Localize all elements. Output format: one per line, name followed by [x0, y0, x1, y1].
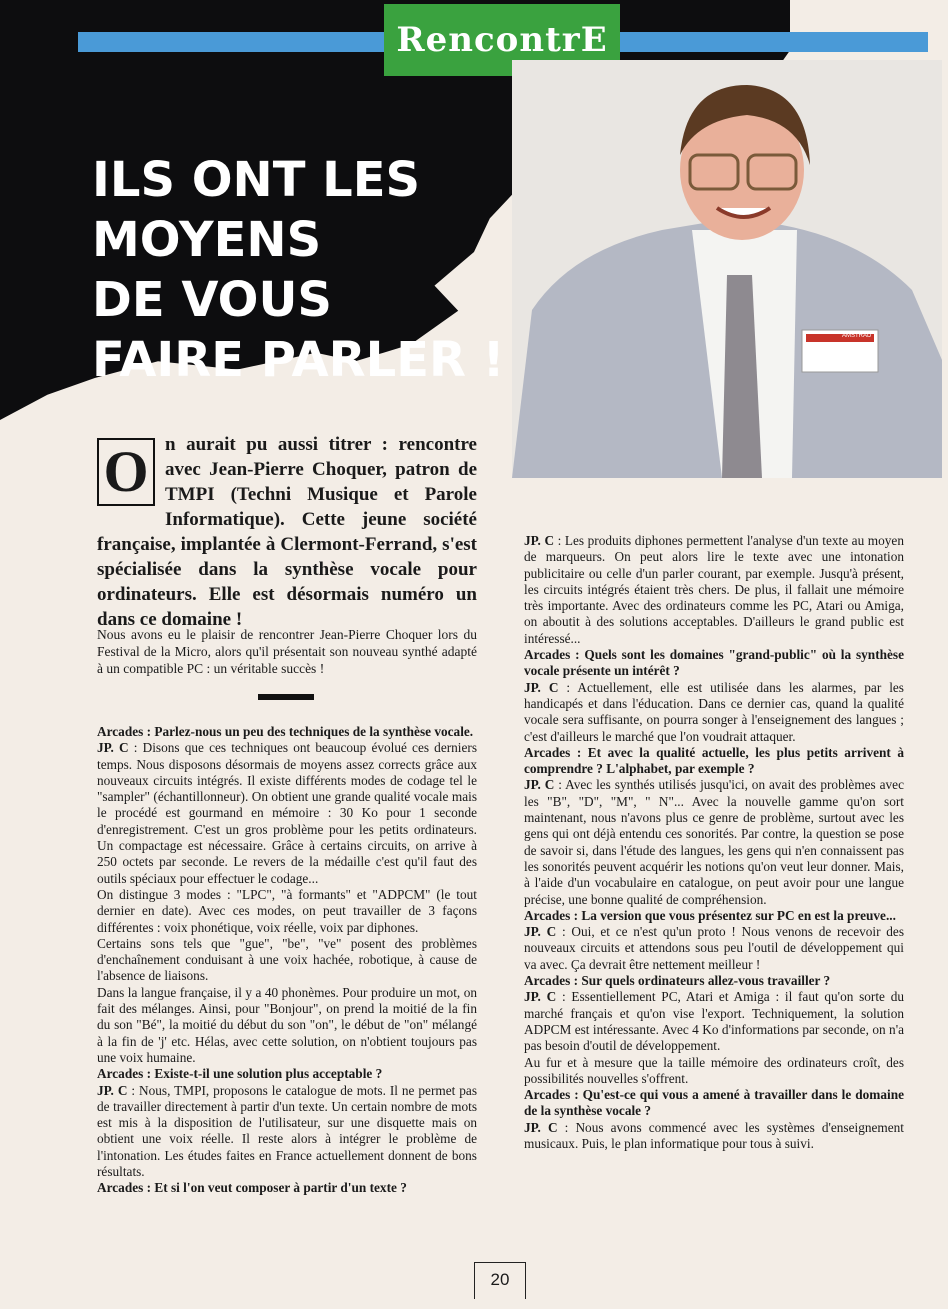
answer-text: : Avec les synthés utilisés jusqu'ici, on avait des problèmes avec les "B", "D", "M", " N"... Avec la nouvelle gamme qu'on sort maintenant, nous n'avons plus ce genre de problème, surtout avec les gens qui ont déjà entendu ces sonorités. Par contre, la question se pose de savoir si, dans l'étude des langues, les gens qui n'en connaissent pas les sonorités peuvent acquérir les notions qu'on veut leur donner. Mais, à l'aide d'un vocabulaire en catalogue, on peut avoir pour une langue précise, une bonne qualité de compréhension.	[524, 777, 904, 907]
interview-question: Arcades : Existe-t-il une solution plus acceptable ?	[97, 1066, 383, 1082]
body-paragraph: On distingue 3 modes : "LPC", "à formants" et "ADPCM" (le tout dernier en date). Avec ces modes, on peut travailler de 3 façons différentes : voix phonétique, voix réelle, voix par diphones.	[97, 886, 477, 935]
badge-text: AMSTRAD	[842, 333, 872, 339]
section-bar-left	[78, 32, 384, 52]
article-column-left	[97, 724, 477, 1197]
portrait-illustration	[512, 60, 942, 478]
interview-question: Arcades : Parlez-nous un peu des techniques de la synthèse vocale.	[97, 724, 474, 739]
interview-answer	[97, 1083, 477, 1181]
interview-question: Arcades : La version que vous présentez sur PC en est la preuve...	[524, 907, 896, 923]
speaker-label: JP. C	[524, 1119, 558, 1135]
speaker-label: JP. C	[524, 989, 557, 1005]
interview-question: Arcades : Sur quels ordinateurs allez-vous travailler ?	[524, 973, 831, 989]
interview-answer	[524, 1120, 904, 1153]
answer-text: : Nous avons commencé avec les systèmes d'enseignement musicaux. Puis, le plan informatique pour tous à suivi.	[524, 1119, 904, 1151]
speaker-label: JP. C	[97, 1082, 128, 1098]
interview-answer	[524, 533, 904, 647]
speaker-label: JP. C	[97, 740, 129, 756]
drop-cap: O	[97, 438, 155, 506]
speaker-label: JP. C	[524, 679, 559, 695]
answer-text: : Nous, TMPI, proposons le catalogue de mots. Il ne permet pas de travailler directement à partir d'un texte. Un certain nombre de mots est mis à la disposition de l'utilisateur, sur une disquette mais on obtient une voix réelle. Il reste alors à intégrer le problème de l'intonation. Les études faites en France actuellement donnent de bons résultats.	[97, 1082, 477, 1180]
body-paragraph: Certains sons tels que "gue", "be", "ve" posent des problèmes d'enchaînement conduisant à une voix hachée, robotique, à cause de l'absence de liaisons.	[97, 935, 477, 984]
interview-question: Arcades : Quels sont les domaines "grand-public" où la synthèse vocale présente un intérêt ?	[524, 647, 904, 679]
body-paragraph: Dans la langue française, il y a 40 phonèmes. Pour produire un mot, on fait des mélanges. Ainsi, pour "Bonjour", on prend la moitié de la fin du son "Bé", la moitié du début du son "on", le début de "on" mélangé à la fin de 'j' etc. Hélas, avec cette solution, on n'obtient toujours pas une voix humaine.	[97, 984, 477, 1065]
speaker-label: JP. C	[524, 533, 555, 548]
portrait-photo	[512, 60, 942, 478]
headline-line-3: FAIRE PARLER !	[92, 332, 505, 388]
section-label: RencontrE	[384, 4, 620, 76]
answer-text: : Oui, et ce n'est qu'un proto ! Nous venons de recevoir des nouveaux circuits et attendons sous peu l'outil de développement qui va avec. Ça devrait être nettement meilleur !	[524, 924, 904, 972]
page-number: 20	[474, 1262, 526, 1299]
speaker-label: JP. C	[524, 777, 555, 793]
answer-text: : Disons que ces techniques ont beaucoup évolué ces derniers temps. Nous disposons désormais de moyens assez corrects grâce aux nouveaux circuits intégrés. Il existe différents modes de codage tel le "sampler" (échantillonneur). On obtient une grande qualité vocale mais le procédé est gourmand en mémoire : 30 Ko pour 1 seconde d'enregistrement. C'est un gros problème pour les petits ordinateurs. Un compactage est nécessaire. Grâce à certains circuits, on arrive à 250 octets par seconde. Le revers de la médaille c'est qu'il faut des outils spéciaux pour effectuer le codage...	[97, 740, 477, 886]
intro-paragraph	[97, 432, 477, 632]
interview-answer	[524, 989, 904, 1054]
lede-paragraph: Nous avons eu le plaisir de rencontrer Jean-Pierre Choquer lors du Festival de la Micro, alors qu'il présentait son nouveau synthé adapté à un compatible PC : un véritable succès !	[97, 627, 477, 676]
intro-text: n aurait pu aussi titrer : rencontre avec Jean-Pierre Choquer, patron de TMPI (Techni Musique et Parole Informatique). Cette jeune société française, implantée à Clermont-Ferrand, s'est spécialisée dans la synthèse vocale pour ordinateurs. Elle est désormais numéro un dans ce domaine !	[97, 434, 477, 630]
answer-text: : Les produits diphones permettent l'analyse d'un texte au moyen de marqueurs. On peut alors lire le texte avec une intonation publicitaire ou celle d'un parler courant, par exemple. Jusqu'à présent, les circuits intégrés étaient très chers. De plus, il fallait une mémoire très importante. Avec des ordinateurs comme les PC, Atari ou Amiga, on aboutit à des solutions acceptables. D'ailleurs le grand public est intéressé...	[524, 533, 904, 646]
article-column-right	[524, 533, 904, 1152]
interview-answer	[524, 680, 904, 745]
interview-answer	[524, 777, 904, 907]
interview-question: Arcades : Qu'est-ce qui vous a amené à travailler dans le domaine de la synthèse vocale ?	[524, 1087, 904, 1119]
interview-question: Arcades : Et si l'on veut composer à partir d'un texte ?	[97, 1180, 407, 1196]
headline-line-2: DE VOUS	[92, 272, 332, 328]
interview-answer	[524, 924, 904, 973]
speaker-label: JP. C	[524, 924, 557, 940]
headline-line-1: ILS ONT LES MOYENS	[92, 152, 421, 268]
section-bar-right	[620, 32, 928, 52]
body-paragraph: Au fur et à mesure que la taille mémoire des ordinateurs croît, des possibilités nouvelles s'offrent.	[524, 1054, 904, 1086]
answer-text: : Essentiellement PC, Atari et Amiga : il faut qu'on sorte du marché français et qu'on vise l'export. Techniquement, la solution ADPCM est intéressante. Avec 4 Ko d'informations par seconde, on n'a pas besoin d'outil de développement.	[524, 989, 904, 1054]
interview-question: Arcades : Et avec la qualité actuelle, les plus petits arrivent à comprendre ? L'alphabet, par exemple ?	[524, 744, 904, 777]
separator-rule	[258, 694, 314, 700]
answer-text: : Actuellement, elle est utilisée dans les alarmes, par les handicapés et dans l'éducation. Dans ce dernier cas, quand la qualité vocale sera suffisante, on pourra songer à l'enseignement des langues ; c'est d'ailleurs le marché que l'on voudrait attaquer.	[524, 679, 904, 744]
interview-answer	[97, 740, 477, 887]
